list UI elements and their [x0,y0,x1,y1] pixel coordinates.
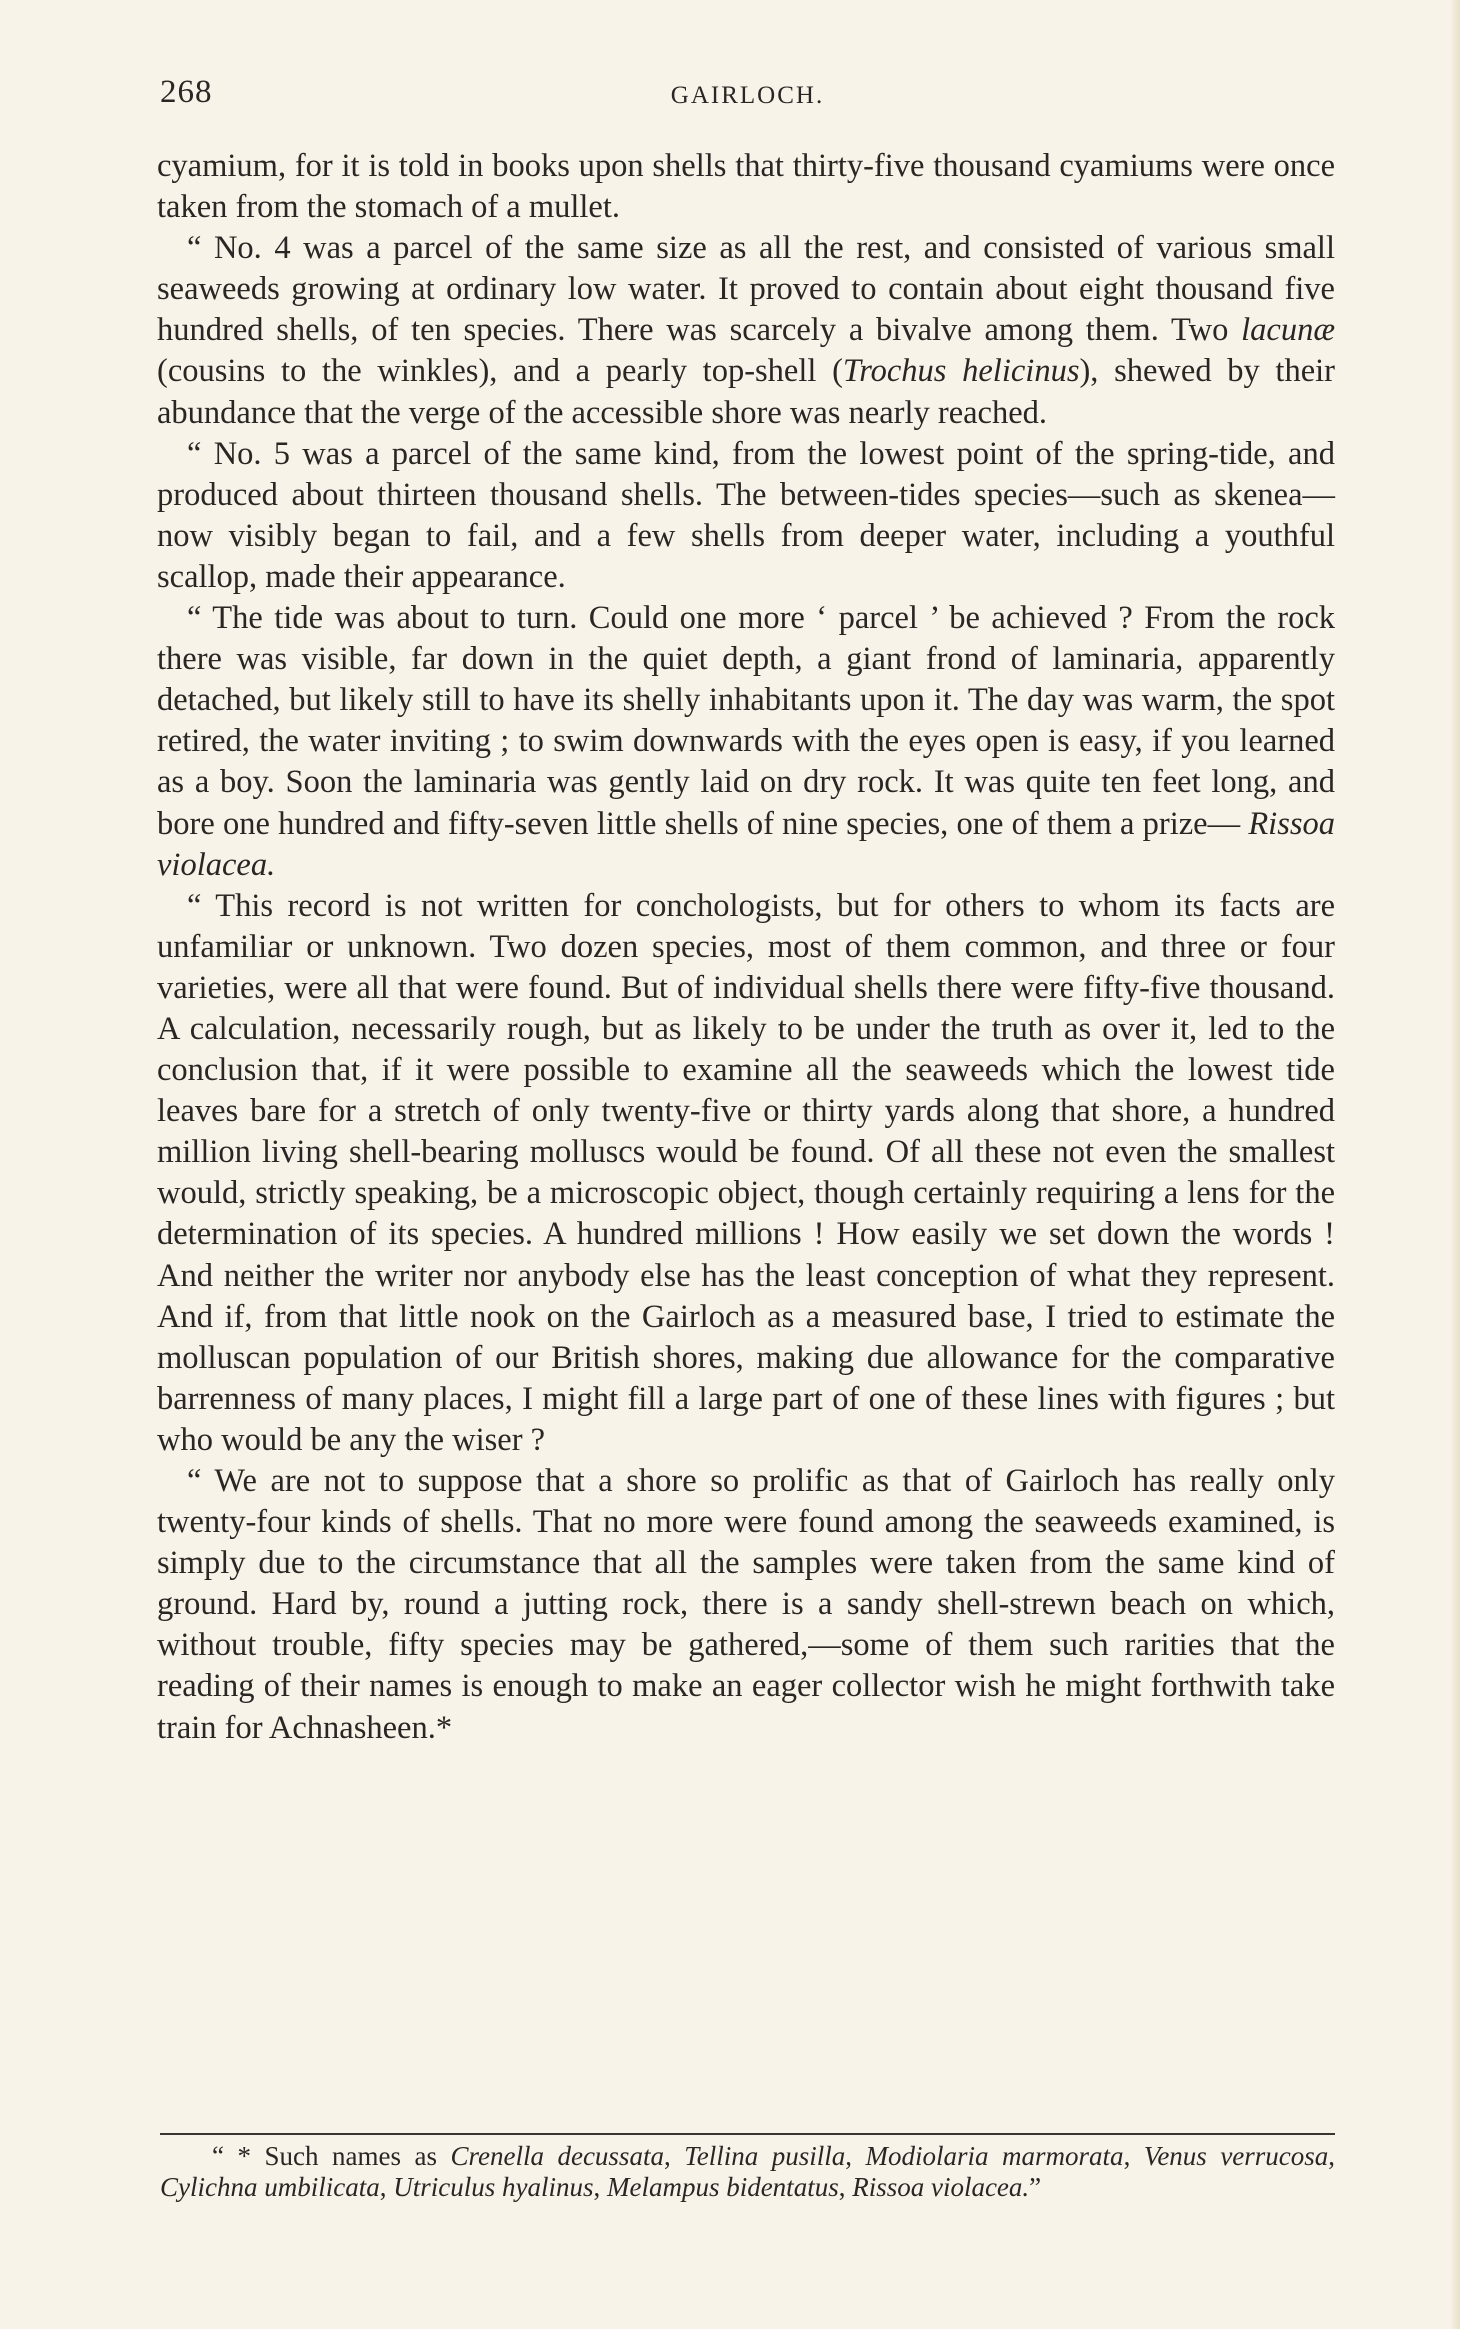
text-run: “ The tide was about to turn. Could one more ‘ parcel ’ be achieved ? From the rock there was visible, far down in the quiet depth, a giant frond of laminaria, apparently detached, but likely still to have its shelly inhabitants upon it. The day was warm, the spot retired, the water inviting ; to swim downwards with the eyes open is easy, if you learned as a boy. Soon the laminaria was gently laid on dry rock. It was quite ten feet long, and bore one hundred and fifty-seven little shells of nine species, one of them a prize— [157,600,1335,842]
italic-text: Venus verrucosa [1143,2141,1329,2171]
italic-text: Tellina pusilla [684,2141,846,2171]
text-run: ” [1029,2172,1042,2202]
text-run: , [593,2172,607,2202]
text-run: “ No. 5 was a parcel of the same kind, from the lowest point of the spring-tide, and produced about thirteen thousand shells. The between-tides species—such as skenea—now visibly began to fail, and a few shells from deeper water, including a youthful scallop, made their appearance. [157,435,1335,595]
text-run: , [1123,2141,1144,2171]
italic-text: Modiolaria marmorata [865,2141,1124,2171]
italic-text: lacunæ [1241,312,1335,349]
page-edge [1450,0,1460,2329]
italic-text: Melampus bidentatus [606,2172,839,2202]
text-run: “ We are not to suppose that a shore so prolific as that of Gairloch has really only twenty-four kinds of shells. That no more were found among the seaweeds examined, is simply due to the circumstance that all the samples were taken from the same kind of ground. Hard by, round a jutting rock, there is a sandy shell-strewn beach on which, without trouble, fifty species may be gathered,—some of them such rarities that the reading of their names is enough to make an eager collector wish he might forthwith take train for Achnasheen.* [157,1463,1335,1746]
footnote-rule [160,2133,1335,2135]
text-run: “ * Such names as [212,2141,451,2171]
text-run: , [845,2141,866,2171]
text-run: (cousins to the winkles), and a pearly top-shell ( [157,353,843,390]
italic-text: Rissoa violacea. [852,2172,1030,2202]
paragraph [157,598,1335,886]
running-head: GAIRLOCH. [670,82,825,109]
text-run: “ No. 4 was a parcel of the same size as all the rest, and consisted of various small seaweeds growing at ordinary low water. It proved to contain about eight thousand five hundred shells, of ten species. There was scarcely a bivalve among them. Two [157,230,1335,349]
paragraph [157,1461,1335,1749]
italic-text: Cylichna umbilicata [160,2172,380,2202]
text-run: , [379,2172,394,2202]
text-run: , [1328,2141,1336,2171]
text-run: , [838,2172,853,2202]
italic-text: Crenella decussata [450,2141,664,2171]
paragraph [157,886,1335,1461]
text-run: , [663,2141,685,2171]
italic-text: Utriculus hyalinus [393,2172,594,2202]
paragraph [157,228,1335,433]
italic-text: Rissoa violacea. [157,805,1335,883]
page-number: 268 [160,74,213,110]
text-run: ), shewed by their abundance that the verge of the accessible shore was nearly reached. [157,353,1335,431]
body-text [157,146,1335,1749]
paragraph [157,146,1335,228]
paragraph [157,434,1335,598]
page-header [160,74,1335,124]
italic-text: Trochus helicinus [842,353,1080,390]
text-run: “ This record is not written for conchologists, but for others to whom its facts are unfamiliar or unknown. Two dozen species, most of them common, and three or four varieties, were all that were found. But of individual shells there were fifty-five thousand. A calculation, necessarily rough, but as likely to be under the truth as over it, led to the conclusion that, if it were possible to examine all the seaweeds which the lowest tide leaves bare for a stretch of only twenty-five or thirty yards along that shore, a hundred million living shell-bearing molluscs would be found. Of all these not even the smallest would, strictly speaking, be a microscopic object, though certainly requiring a lens for the determination of its species. A hundred millions ! How easily we set down the words ! And neither the writer nor anybody else has the least conception of what they represent. And if, from that little nook on the Gairloch as a measured base, I tried to estimate the molluscan population of our British shores, making due allowance for the comparative barrenness of many places, I might fill a large part of one of these lines with figures ; but who would be any the wiser ? [157,887,1335,1458]
footnote [160,2141,1335,2203]
text-run: cyamium, for it is told in books upon shells that thirty-five thousand cyamiums were once taken from the stomach of a mullet. [157,148,1335,226]
